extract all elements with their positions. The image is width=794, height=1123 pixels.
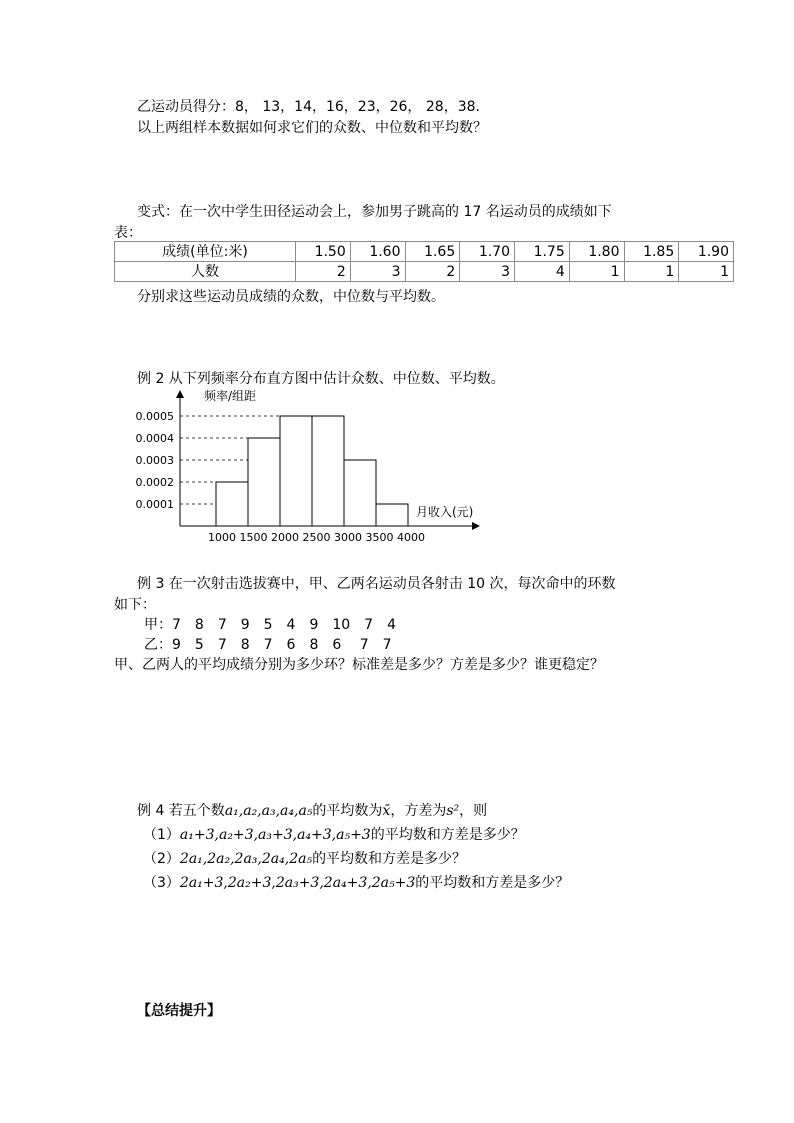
y-tick-label: 0.0004 bbox=[135, 432, 174, 445]
histogram-bar bbox=[344, 460, 376, 526]
q1-text: 的平均数和方差是多少？ bbox=[370, 827, 525, 843]
example4-suffix: ，则 bbox=[459, 803, 488, 819]
variant-question: 分别求这些运动员成绩的众数，中位数与平均数。 bbox=[137, 289, 445, 305]
q2-text: 的平均数和方差是多少？ bbox=[312, 851, 467, 867]
height-cell: 1.70 bbox=[460, 242, 515, 262]
count-cell: 4 bbox=[515, 262, 570, 282]
histogram-chart bbox=[120, 384, 490, 546]
count-cell: 2 bbox=[296, 262, 351, 282]
example4-q2 bbox=[143, 850, 466, 868]
variant-line-2: 表： bbox=[114, 225, 142, 241]
q3-expr: 2a₁+3,2a₂+3,2a₃+3,2a₄+3,2a₅+3 bbox=[179, 875, 416, 891]
q3-label: （3） bbox=[143, 875, 180, 891]
height-cell: 1.60 bbox=[350, 242, 405, 262]
q2-label: （2） bbox=[143, 851, 180, 867]
table-row-counts bbox=[115, 262, 734, 282]
numbers-expr: a₁,a₂,a₃,a₄,a₅ bbox=[224, 803, 313, 819]
intro-line-1: 乙运动员得分：8， 13，14，16，23，26， 28，38. bbox=[137, 99, 480, 115]
mean-symbol: x̄ bbox=[382, 803, 391, 819]
height-cell: 1.90 bbox=[679, 242, 734, 262]
example4-mid2: ，方差为 bbox=[390, 803, 447, 819]
count-cell: 3 bbox=[460, 262, 515, 282]
row2-label: 人数 bbox=[115, 262, 296, 282]
q1-label: （1） bbox=[143, 827, 180, 843]
y-tick-label: 0.0003 bbox=[135, 454, 174, 467]
count-cell: 2 bbox=[405, 262, 460, 282]
histogram-bar bbox=[248, 438, 280, 526]
y-tick-label: 0.0002 bbox=[135, 476, 174, 489]
height-cell: 1.85 bbox=[624, 242, 679, 262]
table-row-heights bbox=[115, 242, 734, 262]
histogram-bar bbox=[312, 416, 344, 526]
height-cell: 1.50 bbox=[296, 242, 351, 262]
q1-expr: a₁+3,a₂+3,a₃+3,a₄+3,a₅+3 bbox=[179, 827, 371, 843]
row1-label: 成绩(单位:米) bbox=[115, 242, 296, 262]
example3-line-2: 如下： bbox=[114, 597, 156, 613]
y-tick-label: 0.0001 bbox=[135, 498, 174, 511]
variant-line-1: 变式：在一次中学生田径运动会上，参加男子跳高的 17 名运动员的成绩如下 bbox=[137, 204, 612, 220]
intro-line-2: 以上两组样本数据如何求它们的众数、中位数和平均数？ bbox=[137, 120, 487, 136]
height-cell: 1.80 bbox=[569, 242, 624, 262]
histogram-bar bbox=[216, 482, 248, 526]
yi-scores: 乙：9 5 7 8 7 6 8 6 7 7 bbox=[144, 637, 392, 653]
height-cell: 1.65 bbox=[405, 242, 460, 262]
x-tick-labels: 1000 1500 2000 2500 3000 3500 4000 bbox=[208, 531, 425, 544]
variance-symbol: s² bbox=[446, 803, 460, 819]
example4-q1 bbox=[143, 826, 525, 844]
histogram-bar bbox=[376, 504, 408, 526]
example4-q3 bbox=[143, 874, 569, 892]
height-cell: 1.75 bbox=[515, 242, 570, 262]
q2-expr: 2a₁,2a₂,2a₃,2a₄,2a₅ bbox=[179, 851, 313, 867]
jia-scores: 甲：7 8 7 9 5 4 9 10 7 4 bbox=[144, 617, 396, 633]
count-cell: 1 bbox=[624, 262, 679, 282]
count-cell: 1 bbox=[569, 262, 624, 282]
example4-mid: 的平均数为 bbox=[312, 803, 383, 819]
example4-intro bbox=[137, 802, 487, 820]
example3-question: 甲、乙两人的平均成绩分别为多少环？标准差是多少？方差是多少？谁更稳定？ bbox=[114, 657, 604, 673]
count-cell: 1 bbox=[679, 262, 734, 282]
y-axis-label: 频率/组距 bbox=[204, 389, 257, 403]
scores-table bbox=[114, 241, 734, 282]
example4-prefix: 例 4 若五个数 bbox=[137, 803, 225, 819]
histogram-bar bbox=[280, 416, 312, 526]
count-cell: 3 bbox=[350, 262, 405, 282]
example2-title: 例 2 从下列频率分布直方图中估计众数、中位数、平均数。 bbox=[137, 371, 505, 387]
summary-heading: 【总结提升】 bbox=[137, 1003, 221, 1019]
q3-text: 的平均数和方差是多少？ bbox=[415, 875, 570, 891]
example3-line-1: 例 3 在一次射击选拔赛中，甲、乙两名运动员各射击 10 次，每次命中的环数 bbox=[137, 576, 616, 592]
y-tick-label: 0.0005 bbox=[135, 410, 174, 423]
x-axis-label: 月收入(元) bbox=[416, 505, 474, 519]
